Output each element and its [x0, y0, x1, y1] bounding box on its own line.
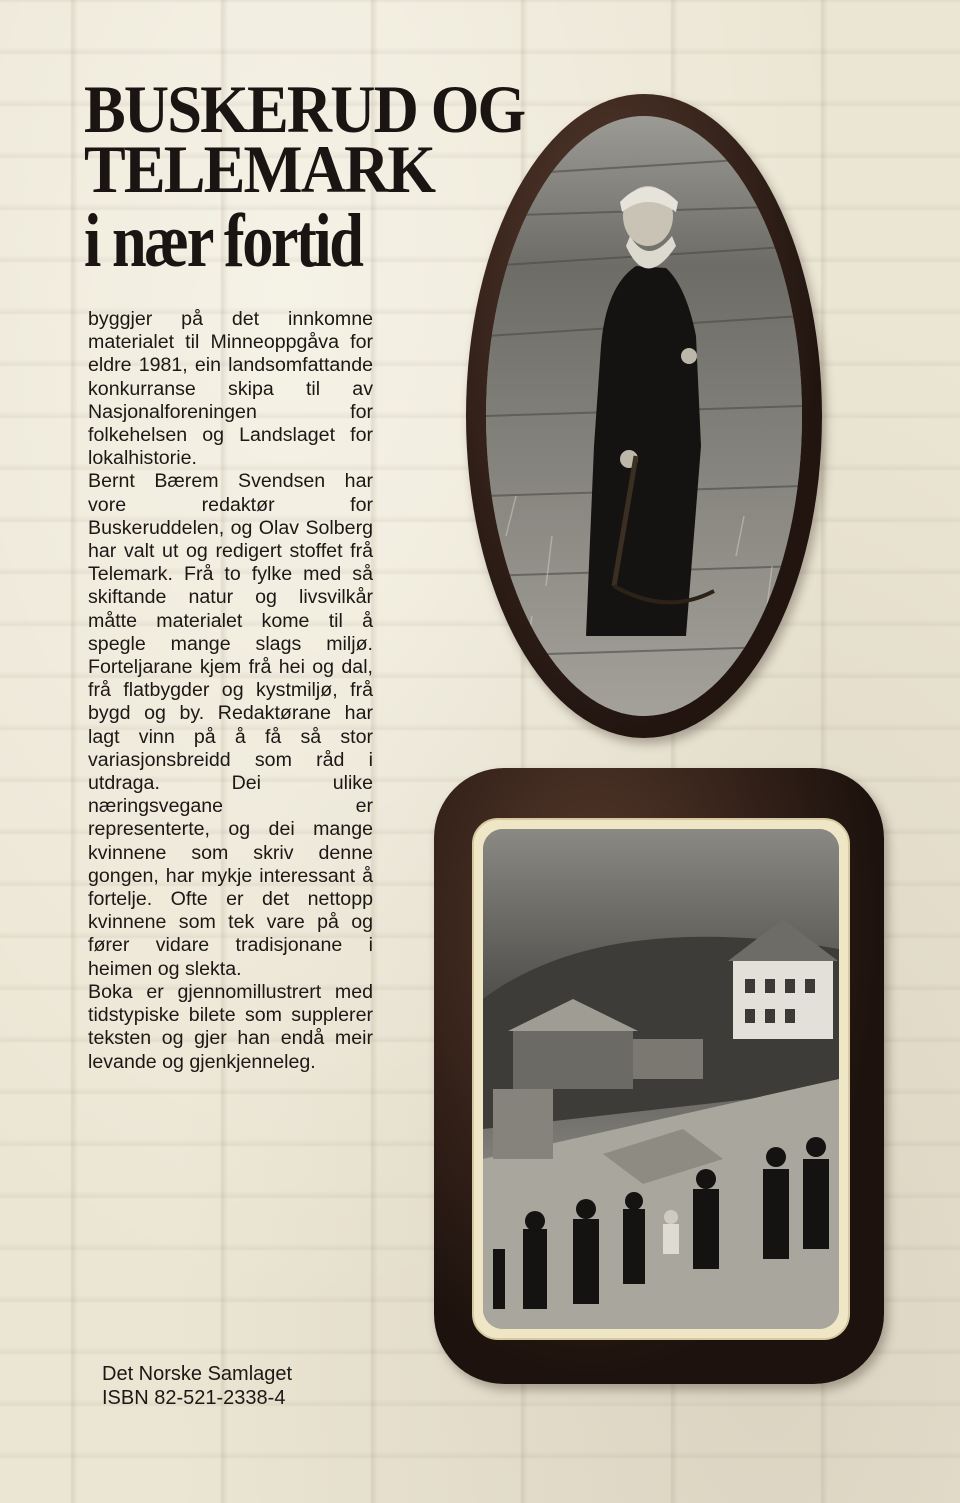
rect-photo-frame: [434, 768, 884, 1384]
old-woman-illustration: [486, 116, 802, 716]
blurb-paragraph-1: byggjer på det innkomne materialet til Minneoppgåva for eldre 1981, ein landsomfattande konkurranse skipa til av Nasjonalforeningen for folkehelsen og Landslaget for lokalhistorie.: [88, 308, 373, 470]
book-title: [84, 71, 563, 283]
oval-photo-frame: [466, 94, 822, 738]
title-subtitle: i nær fortid: [84, 198, 362, 283]
blurb-paragraph-3: Boka er gjennomillustrert med tidstypiske bilete som supplerer teksten og gjer han endå meir levande og gjenkjenneleg.: [88, 980, 373, 1073]
isbn: ISBN 82-521-2338-4: [102, 1387, 286, 1409]
publisher-name: Det Norske Samlaget: [102, 1363, 293, 1385]
blurb-paragraph-2: Bernt Bærem Svendsen har vore redaktør for Buskeruddelen, og Olav Solberg har valt ut og redigert stoffet frå Telemark. Frå to fylke med så skiftande natur og livsvilkår måtte materialet kome til å spegle mange slags miljø. Forteljarane kjem frå hei og dal, frå flatbygder og kystmiljø, frå bygd og by. Redaktørane har lagt vinn på å få så stor variasjonsbreidd som råd i utdraga. Dei ulike næringsvegane er representerte, og dei mange kvinnene som skriv denne gongen, har mykje interessant å fortelje. Ofte er det nettopp kvinnene som tek vare på og fører vidare tradisjonane i heimen og slekta.: [88, 470, 373, 980]
old-woman-photo: [486, 116, 802, 716]
farm-illustration: [483, 829, 839, 1329]
blurb-text: [88, 308, 373, 1074]
publisher-block: [102, 1362, 292, 1410]
title-line-1: BUSKERUD OG: [84, 71, 525, 147]
photo-mat: [472, 818, 850, 1340]
title-line-2: TELEMARK: [84, 130, 435, 207]
farm-family-photo: [483, 829, 839, 1329]
